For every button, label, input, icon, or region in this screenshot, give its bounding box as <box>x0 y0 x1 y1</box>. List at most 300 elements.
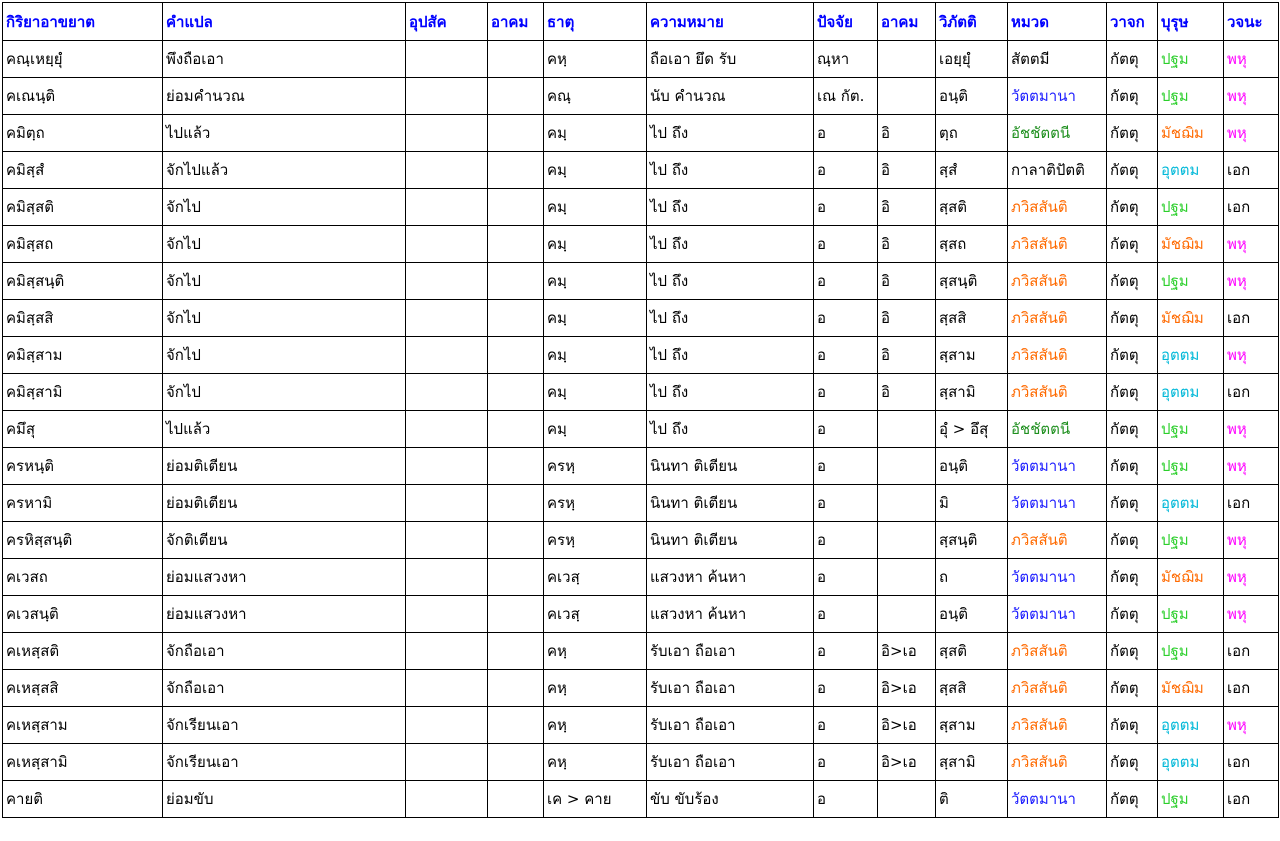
table-row <box>3 781 1279 818</box>
table-row <box>3 744 1279 781</box>
table-row <box>3 559 1279 596</box>
cell-person: อุตตม <box>1158 744 1224 781</box>
cell-translation: ย่อมขับ <box>163 781 406 818</box>
cell-verb: คมิสฺสสิ <box>3 300 163 337</box>
cell-augment-2: อิ <box>878 263 936 300</box>
cell-augment <box>488 633 544 670</box>
cell-verb: คเณนฺติ <box>3 78 163 115</box>
cell-translation: ไปแล้ว <box>163 411 406 448</box>
cell-voice: กัตตุ <box>1107 781 1158 818</box>
cell-verb: คณฺเหยฺยุํ <box>3 41 163 78</box>
cell-suffix: อ <box>814 189 878 226</box>
cell-suffix: อ <box>814 263 878 300</box>
cell-augment-2: อิ <box>878 337 936 374</box>
cell-inflection: สฺสสิ <box>936 670 1008 707</box>
cell-augment <box>488 337 544 374</box>
cell-number: เอก <box>1224 781 1279 818</box>
cell-voice: กัตตุ <box>1107 559 1158 596</box>
header-augment: อาคม <box>488 3 544 41</box>
cell-tense-group: วัตตมานา <box>1008 448 1107 485</box>
cell-translation: พึงถือเอา <box>163 41 406 78</box>
cell-person: ปฐม <box>1158 263 1224 300</box>
cell-suffix: อ <box>814 522 878 559</box>
cell-voice: กัตตุ <box>1107 670 1158 707</box>
cell-person: มัชฌิม <box>1158 559 1224 596</box>
cell-prefix <box>406 411 488 448</box>
cell-root: คมฺ <box>544 226 647 263</box>
cell-augment-2: อิ>เอ <box>878 670 936 707</box>
cell-tense-group: กาลาติปัตติ <box>1008 152 1107 189</box>
cell-root: คหฺ <box>544 707 647 744</box>
cell-verb: คมิสฺสามิ <box>3 374 163 411</box>
cell-tense-group: วัตตมานา <box>1008 596 1107 633</box>
cell-meaning: รับเอา ถือเอา <box>647 707 814 744</box>
cell-meaning: รับเอา ถือเอา <box>647 744 814 781</box>
cell-augment <box>488 189 544 226</box>
cell-suffix: อ <box>814 226 878 263</box>
cell-root: คหฺ <box>544 633 647 670</box>
cell-voice: กัตตุ <box>1107 263 1158 300</box>
cell-meaning: แสวงหา ค้นหา <box>647 596 814 633</box>
cell-augment-2: อิ>เอ <box>878 707 936 744</box>
cell-person: มัชฌิม <box>1158 300 1224 337</box>
cell-person: อุตตม <box>1158 707 1224 744</box>
cell-verb: ครหามิ <box>3 485 163 522</box>
header-tense-group: หมวด <box>1008 3 1107 41</box>
cell-tense-group: ภวิสสันติ <box>1008 670 1107 707</box>
cell-inflection: ถ <box>936 559 1008 596</box>
cell-verb: คมิสฺสถ <box>3 226 163 263</box>
cell-translation: จักไป <box>163 300 406 337</box>
cell-voice: กัตตุ <box>1107 744 1158 781</box>
cell-person: ปฐม <box>1158 633 1224 670</box>
cell-suffix: อ <box>814 744 878 781</box>
cell-number: พหุ <box>1224 448 1279 485</box>
cell-person: มัชฌิม <box>1158 115 1224 152</box>
header-prefix: อุปสัค <box>406 3 488 41</box>
table-row <box>3 596 1279 633</box>
cell-suffix: อ <box>814 115 878 152</box>
cell-prefix <box>406 485 488 522</box>
cell-tense-group: ภวิสสันติ <box>1008 707 1107 744</box>
cell-augment <box>488 707 544 744</box>
table-row <box>3 41 1279 78</box>
cell-tense-group: ภวิสสันติ <box>1008 300 1107 337</box>
cell-number: เอก <box>1224 189 1279 226</box>
cell-root: คมฺ <box>544 189 647 226</box>
cell-person: มัชฌิม <box>1158 670 1224 707</box>
cell-augment <box>488 374 544 411</box>
cell-translation: ย่อมแสวงหา <box>163 596 406 633</box>
cell-prefix <box>406 522 488 559</box>
cell-voice: กัตตุ <box>1107 78 1158 115</box>
cell-augment-2: อิ <box>878 115 936 152</box>
cell-prefix <box>406 115 488 152</box>
cell-inflection: สฺสติ <box>936 189 1008 226</box>
cell-voice: กัตตุ <box>1107 707 1158 744</box>
cell-suffix: อ <box>814 448 878 485</box>
table-row <box>3 152 1279 189</box>
cell-prefix <box>406 226 488 263</box>
cell-augment <box>488 78 544 115</box>
cell-translation: จักถือเอา <box>163 670 406 707</box>
cell-inflection: สฺสํ <box>936 152 1008 189</box>
cell-tense-group: ภวิสสันติ <box>1008 522 1107 559</box>
cell-inflection: สฺสาม <box>936 337 1008 374</box>
table-row <box>3 263 1279 300</box>
cell-prefix <box>406 152 488 189</box>
table-row <box>3 337 1279 374</box>
cell-number: พหุ <box>1224 707 1279 744</box>
cell-translation: ย่อมคำนวณ <box>163 78 406 115</box>
cell-prefix <box>406 633 488 670</box>
cell-meaning: นับ คำนวณ <box>647 78 814 115</box>
table-row <box>3 374 1279 411</box>
cell-augment-2 <box>878 781 936 818</box>
cell-person: อุตตม <box>1158 152 1224 189</box>
cell-tense-group: วัตตมานา <box>1008 781 1107 818</box>
cell-number: เอก <box>1224 152 1279 189</box>
cell-meaning: แสวงหา ค้นหา <box>647 559 814 596</box>
cell-prefix <box>406 337 488 374</box>
cell-suffix: อ <box>814 559 878 596</box>
cell-person: ปฐม <box>1158 448 1224 485</box>
cell-meaning: ไป ถึง <box>647 115 814 152</box>
header-root: ธาตุ <box>544 3 647 41</box>
cell-root: คมฺ <box>544 337 647 374</box>
cell-meaning: ไป ถึง <box>647 189 814 226</box>
cell-voice: กัตตุ <box>1107 226 1158 263</box>
cell-verb: คเวสนฺติ <box>3 596 163 633</box>
table-row <box>3 522 1279 559</box>
cell-voice: กัตตุ <box>1107 485 1158 522</box>
cell-suffix: อ <box>814 485 878 522</box>
cell-inflection: สฺสสิ <box>936 300 1008 337</box>
cell-translation: จักไป <box>163 374 406 411</box>
cell-tense-group: วัตตมานา <box>1008 485 1107 522</box>
cell-verb: คเหสฺสามิ <box>3 744 163 781</box>
cell-verb: คมิตฺถ <box>3 115 163 152</box>
cell-prefix <box>406 781 488 818</box>
cell-number: เอก <box>1224 300 1279 337</box>
cell-suffix: ณฺหา <box>814 41 878 78</box>
cell-meaning: ไป ถึง <box>647 300 814 337</box>
cell-augment-2 <box>878 596 936 633</box>
cell-verb: คเหสฺสาม <box>3 707 163 744</box>
cell-verb: คมิสฺสติ <box>3 189 163 226</box>
cell-prefix <box>406 448 488 485</box>
cell-meaning: รับเอา ถือเอา <box>647 633 814 670</box>
cell-augment-2 <box>878 559 936 596</box>
cell-voice: กัตตุ <box>1107 633 1158 670</box>
cell-translation: จักเรียนเอา <box>163 707 406 744</box>
cell-meaning: รับเอา ถือเอา <box>647 670 814 707</box>
cell-tense-group: ภวิสสันติ <box>1008 744 1107 781</box>
cell-person: อุตตม <box>1158 337 1224 374</box>
cell-augment-2 <box>878 78 936 115</box>
cell-suffix: อ <box>814 152 878 189</box>
cell-root: คเวสฺ <box>544 596 647 633</box>
cell-augment-2 <box>878 522 936 559</box>
table-row <box>3 411 1279 448</box>
table-row <box>3 78 1279 115</box>
cell-translation: จักเรียนเอา <box>163 744 406 781</box>
cell-suffix: อ <box>814 300 878 337</box>
cell-tense-group: วัตตมานา <box>1008 78 1107 115</box>
cell-augment-2: อิ>เอ <box>878 744 936 781</box>
cell-voice: กัตตุ <box>1107 189 1158 226</box>
cell-voice: กัตตุ <box>1107 115 1158 152</box>
cell-augment <box>488 596 544 633</box>
header-translation: คำแปล <box>163 3 406 41</box>
cell-prefix <box>406 744 488 781</box>
cell-prefix <box>406 41 488 78</box>
table-row <box>3 115 1279 152</box>
cell-augment-2: อิ <box>878 152 936 189</box>
cell-suffix: อ <box>814 596 878 633</box>
cell-meaning: นินทา ติเตียน <box>647 485 814 522</box>
header-meaning: ความหมาย <box>647 3 814 41</box>
cell-augment <box>488 115 544 152</box>
cell-augment <box>488 744 544 781</box>
cell-tense-group: ภวิสสันติ <box>1008 374 1107 411</box>
cell-number: พหุ <box>1224 411 1279 448</box>
cell-augment <box>488 411 544 448</box>
cell-number: พหุ <box>1224 226 1279 263</box>
table-row <box>3 226 1279 263</box>
cell-augment <box>488 485 544 522</box>
cell-suffix: อ <box>814 374 878 411</box>
cell-person: อุตตม <box>1158 485 1224 522</box>
cell-number: เอก <box>1224 374 1279 411</box>
cell-root: คมฺ <box>544 411 647 448</box>
cell-person: อุตตม <box>1158 374 1224 411</box>
cell-root: คเวสฺ <box>544 559 647 596</box>
header-person: บุรุษ <box>1158 3 1224 41</box>
cell-voice: กัตตุ <box>1107 41 1158 78</box>
cell-meaning: ไป ถึง <box>647 411 814 448</box>
cell-voice: กัตตุ <box>1107 374 1158 411</box>
cell-translation: ย่อมติเตียน <box>163 485 406 522</box>
cell-number: พหุ <box>1224 78 1279 115</box>
cell-voice: กัตตุ <box>1107 596 1158 633</box>
cell-augment <box>488 781 544 818</box>
cell-meaning: ขับ ขับร้อง <box>647 781 814 818</box>
header-suffix: ปัจจัย <box>814 3 878 41</box>
cell-root: คมฺ <box>544 152 647 189</box>
cell-number: พหุ <box>1224 522 1279 559</box>
cell-root: คหฺ <box>544 41 647 78</box>
cell-augment-2: อิ <box>878 374 936 411</box>
cell-person: ปฐม <box>1158 78 1224 115</box>
cell-tense-group: ภวิสสันติ <box>1008 226 1107 263</box>
cell-person: ปฐม <box>1158 522 1224 559</box>
cell-number: พหุ <box>1224 337 1279 374</box>
table-row <box>3 300 1279 337</box>
cell-meaning: นินทา ติเตียน <box>647 448 814 485</box>
cell-number: เอก <box>1224 485 1279 522</box>
cell-verb: ครหิสฺสนฺติ <box>3 522 163 559</box>
cell-number: เอก <box>1224 670 1279 707</box>
cell-meaning: ไป ถึง <box>647 226 814 263</box>
header-verb: กิริยาอาขยาต <box>3 3 163 41</box>
cell-root: คณฺ <box>544 78 647 115</box>
cell-prefix <box>406 559 488 596</box>
cell-number: เอก <box>1224 744 1279 781</box>
cell-person: มัชฌิม <box>1158 226 1224 263</box>
cell-tense-group: อัชชัตตนี <box>1008 411 1107 448</box>
header-number: วจนะ <box>1224 3 1279 41</box>
cell-meaning: ไป ถึง <box>647 374 814 411</box>
cell-augment <box>488 522 544 559</box>
cell-suffix: อ <box>814 670 878 707</box>
table-row <box>3 189 1279 226</box>
cell-number: พหุ <box>1224 115 1279 152</box>
cell-inflection: ติ <box>936 781 1008 818</box>
cell-translation: จักถือเอา <box>163 633 406 670</box>
cell-augment <box>488 448 544 485</box>
cell-suffix: อ <box>814 707 878 744</box>
cell-number: พหุ <box>1224 559 1279 596</box>
cell-translation: ย่อมติเตียน <box>163 448 406 485</box>
cell-translation: ไปแล้ว <box>163 115 406 152</box>
cell-meaning: นินทา ติเตียน <box>647 522 814 559</box>
cell-voice: กัตตุ <box>1107 448 1158 485</box>
cell-augment-2: อิ <box>878 300 936 337</box>
header-augment-2: อาคม <box>878 3 936 41</box>
cell-translation: จักติเตียน <box>163 522 406 559</box>
cell-augment <box>488 41 544 78</box>
cell-augment-2 <box>878 485 936 522</box>
cell-inflection: สฺสนฺติ <box>936 522 1008 559</box>
cell-verb: คมึสุ <box>3 411 163 448</box>
cell-root: เค > คาย <box>544 781 647 818</box>
table-row <box>3 485 1279 522</box>
cell-tense-group: ภวิสสันติ <box>1008 633 1107 670</box>
cell-translation: ย่อมแสวงหา <box>163 559 406 596</box>
verb-table <box>2 2 1279 818</box>
cell-tense-group: วัตตมานา <box>1008 559 1107 596</box>
cell-tense-group: ภวิสสันติ <box>1008 337 1107 374</box>
header-voice: วาจก <box>1107 3 1158 41</box>
cell-verb: คมิสฺสนฺติ <box>3 263 163 300</box>
cell-inflection: สฺสนฺติ <box>936 263 1008 300</box>
cell-augment-2: อิ>เอ <box>878 633 936 670</box>
cell-prefix <box>406 300 488 337</box>
cell-translation: จักไป <box>163 337 406 374</box>
cell-suffix: อ <box>814 411 878 448</box>
cell-meaning: ไป ถึง <box>647 152 814 189</box>
cell-meaning: ถือเอา ยึด รับ <box>647 41 814 78</box>
cell-meaning: ไป ถึง <box>647 337 814 374</box>
cell-inflection: สฺสติ <box>936 633 1008 670</box>
cell-augment-2 <box>878 448 936 485</box>
cell-prefix <box>406 670 488 707</box>
table-row <box>3 633 1279 670</box>
cell-translation: จักไป <box>163 226 406 263</box>
cell-tense-group: ภวิสสันติ <box>1008 189 1107 226</box>
cell-suffix: อ <box>814 633 878 670</box>
cell-augment <box>488 559 544 596</box>
cell-inflection: อุํ > อึสุ <box>936 411 1008 448</box>
cell-root: คหฺ <box>544 744 647 781</box>
cell-person: ปฐม <box>1158 411 1224 448</box>
cell-prefix <box>406 374 488 411</box>
cell-person: ปฐม <box>1158 41 1224 78</box>
cell-verb: คายติ <box>3 781 163 818</box>
cell-translation: จักไป <box>163 263 406 300</box>
cell-inflection: เอยฺยุํ <box>936 41 1008 78</box>
cell-root: ครหฺ <box>544 522 647 559</box>
cell-augment-2 <box>878 411 936 448</box>
cell-verb: คเหสฺสติ <box>3 633 163 670</box>
cell-inflection: ตฺถ <box>936 115 1008 152</box>
cell-voice: กัตตุ <box>1107 522 1158 559</box>
cell-prefix <box>406 263 488 300</box>
cell-voice: กัตตุ <box>1107 300 1158 337</box>
cell-prefix <box>406 596 488 633</box>
cell-translation: จักไป <box>163 189 406 226</box>
cell-prefix <box>406 707 488 744</box>
cell-augment <box>488 300 544 337</box>
cell-augment-2: อิ <box>878 226 936 263</box>
cell-inflection: มิ <box>936 485 1008 522</box>
cell-tense-group: สัตตมี <box>1008 41 1107 78</box>
cell-root: ครหฺ <box>544 485 647 522</box>
cell-inflection: อนฺติ <box>936 448 1008 485</box>
cell-root: คมฺ <box>544 263 647 300</box>
cell-number: พหุ <box>1224 41 1279 78</box>
cell-number: พหุ <box>1224 263 1279 300</box>
cell-inflection: สฺสามิ <box>936 374 1008 411</box>
cell-voice: กัตตุ <box>1107 337 1158 374</box>
header-inflection: วิภัตติ <box>936 3 1008 41</box>
cell-inflection: อนฺติ <box>936 78 1008 115</box>
table-row <box>3 707 1279 744</box>
cell-voice: กัตตุ <box>1107 152 1158 189</box>
cell-augment <box>488 263 544 300</box>
cell-augment <box>488 670 544 707</box>
cell-tense-group: ภวิสสันติ <box>1008 263 1107 300</box>
cell-verb: คเหสฺสสิ <box>3 670 163 707</box>
cell-root: คมฺ <box>544 115 647 152</box>
table-row <box>3 448 1279 485</box>
cell-verb: คมิสฺสํ <box>3 152 163 189</box>
cell-translation: จักไปแล้ว <box>163 152 406 189</box>
cell-root: คมฺ <box>544 374 647 411</box>
cell-root: คหฺ <box>544 670 647 707</box>
cell-prefix <box>406 78 488 115</box>
cell-number: พหุ <box>1224 596 1279 633</box>
cell-prefix <box>406 189 488 226</box>
cell-person: ปฐม <box>1158 189 1224 226</box>
table-row <box>3 670 1279 707</box>
cell-inflection: สฺสถ <box>936 226 1008 263</box>
cell-verb: คมิสฺสาม <box>3 337 163 374</box>
cell-inflection: สฺสาม <box>936 707 1008 744</box>
cell-verb: ครหนฺติ <box>3 448 163 485</box>
cell-suffix: เณ กัต. <box>814 78 878 115</box>
cell-augment-2 <box>878 41 936 78</box>
cell-number: เอก <box>1224 633 1279 670</box>
cell-root: ครหฺ <box>544 448 647 485</box>
cell-person: ปฐม <box>1158 781 1224 818</box>
cell-voice: กัตตุ <box>1107 411 1158 448</box>
cell-root: คมฺ <box>544 300 647 337</box>
cell-person: ปฐม <box>1158 596 1224 633</box>
cell-augment-2: อิ <box>878 189 936 226</box>
cell-meaning: ไป ถึง <box>647 263 814 300</box>
